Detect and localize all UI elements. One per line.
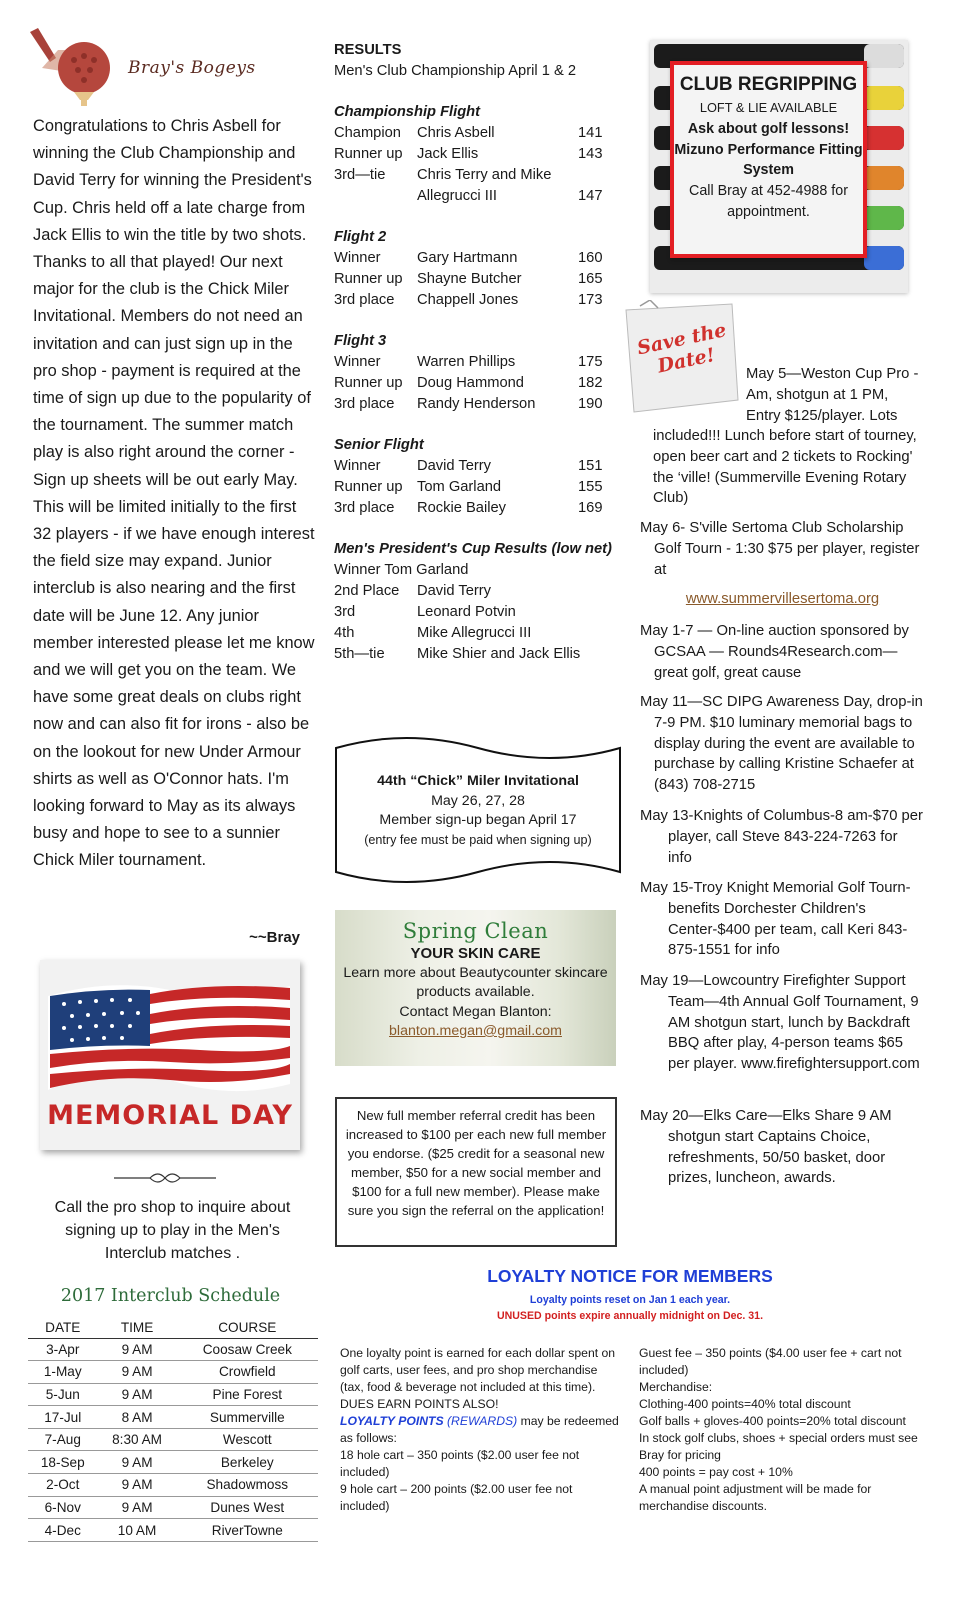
result-row (334, 498, 624, 519)
event-firefighter: May 19—Lowcountry Firefighter Support Team—4th Annual Golf Tournament, 9 AM shotgun start, lunch by Backdraft BBQ after play, 4-person teams $65 per player. www.firefightersupport.com (640, 973, 920, 1073)
score: 173 (578, 292, 603, 308)
brand-name: Bray's Bogeys (128, 58, 256, 78)
time-cell: 9 AM (98, 1338, 177, 1361)
intro-text: Congratulations to Chris Asbell for winning the Club Championship and David Terry for winning the President's Cup. Chris held off a late charge from Jack Ellis to win the title by two shots. Thanks to all that played! Our next major for the club is the Chick Miler Invitational. Members do not need an invitation and can just sign up in the pro shop - payment is required at the time of sign up due to the popularity of the tournament. The summer match play is also right around the corner - Sign up sheets will be out early May. This will be limited initially to the first 32 players - if we have enough interest the field size may expand. Junior interclub is also nearing and the first date will be June 12. Any junior member interested please let me know and we will get you on the team. We have some great deals on clubs right now and can also fit for irons - also be on the lookout for new Under Armour shirts as well as O'Connor hats. I'm looking forward to May as its always busy and hope to see to a sunnier Chick Miler tournament. (33, 117, 315, 870)
column-header: TIME (98, 1318, 177, 1338)
date-cell: 18-Sep (28, 1451, 98, 1474)
time-cell: 10 AM (98, 1519, 177, 1542)
time-cell: 9 AM (98, 1361, 177, 1384)
results-section (334, 40, 624, 665)
loyalty-points-label: LOYALTY POINTS (340, 1414, 444, 1428)
course-cell: RiverTowne (177, 1519, 318, 1542)
loyalty-title: LOYALTY NOTICE FOR MEMBERS (487, 1266, 773, 1286)
score: 147 (578, 188, 603, 204)
loyalty-reset-note: Loyalty points reset on Jan 1 each year. (529, 1294, 731, 1306)
place-label: Winner (334, 250, 381, 266)
result-row (334, 623, 624, 644)
loyalty-right-column (639, 1345, 924, 1515)
loyalty-rewards-paren: (REWARDS) (447, 1414, 518, 1428)
result-row (334, 477, 624, 498)
score: 169 (578, 500, 603, 516)
table-row (28, 1519, 318, 1542)
player-name: Leonard Potvin (417, 604, 516, 620)
date-cell: 5-Jun (28, 1383, 98, 1406)
loyalty-left-column (340, 1345, 620, 1515)
golf-ball-logo-icon (28, 28, 128, 108)
course-cell: Dunes West (177, 1496, 318, 1519)
flight-title: Championship Flight (334, 104, 481, 120)
time-cell: 9 AM (98, 1451, 177, 1474)
result-row (334, 373, 624, 394)
event-weston-cup: May 5—Weston Cup Pro -Am, shotgun at 1 PM, Entry $125/player. Lots (746, 366, 919, 424)
loyalty-item: 18 hole cart – 350 points ($2.00 user fee not included) (340, 1448, 580, 1479)
place-label: 3rd place (334, 396, 395, 412)
score: 155 (578, 479, 603, 495)
result-row (334, 581, 624, 602)
result-row (334, 248, 624, 269)
player-name: David Terry (417, 583, 492, 599)
loyalty-item: In stock golf clubs, shoes + special orders must see Bray for pricing (639, 1431, 918, 1462)
miler-fee-note: (entry fee must be paid when signing up) (364, 832, 592, 847)
score: 165 (578, 271, 603, 287)
place-label: Winner (334, 354, 381, 370)
save-the-date-text: Save the Date! (635, 319, 729, 378)
place-label: 5th—tie (334, 646, 385, 662)
score: 143 (578, 146, 603, 162)
loyalty-rewards-tail: may be redeemed as follows: (340, 1414, 619, 1445)
spring-title: Spring Clean (402, 919, 549, 943)
miler-invitational-banner (334, 734, 622, 884)
table-row (28, 1406, 318, 1429)
date-cell: 6-Nov (28, 1496, 98, 1519)
table-row (28, 1338, 318, 1361)
miler-signup: Member sign-up began April 17 (379, 812, 577, 828)
time-cell: 9 AM (98, 1474, 177, 1497)
interclub-note: Call the pro shop to inquire about signing up to play in the Men's Interclub matches . (54, 1199, 291, 1262)
place-label: 3rd place (334, 500, 395, 516)
table-row (28, 1451, 318, 1474)
date-cell: 17-Jul (28, 1406, 98, 1429)
player-name: Gary Hartmann (417, 250, 518, 266)
result-row (334, 123, 624, 144)
place-label: Winner (334, 458, 381, 474)
miler-title: 44th “Chick” Miler Invitational (377, 773, 579, 789)
place-label: Runner up (334, 375, 403, 391)
result-row (334, 456, 624, 477)
player-name: Mike Allegrucci III (417, 625, 532, 641)
place-label: 3rd (334, 604, 356, 620)
score: 151 (578, 458, 603, 474)
place-label: 3rd—tie (334, 167, 386, 183)
miler-dates: May 26, 27, 28 (431, 792, 525, 809)
place-label: Champion (334, 125, 401, 141)
table-row (28, 1474, 318, 1497)
spring-heading: YOUR SKIN CARE (410, 945, 541, 962)
flag-icon (40, 960, 300, 1100)
score: 160 (578, 250, 603, 266)
loyalty-item: Golf balls + gloves-400 points=20% total discount (639, 1414, 906, 1428)
sertoma-link[interactable]: www.summervillesertoma.org (685, 591, 880, 608)
time-cell: 9 AM (98, 1383, 177, 1406)
loyalty-item: 400 points = pay cost + 10% (639, 1465, 793, 1479)
spring-email-link[interactable]: blanton.megan@gmail.com (389, 1023, 562, 1039)
result-row (334, 644, 624, 665)
loyalty-expire-note: UNUSED points expire annually midnight on Dec. 31. (496, 1310, 764, 1322)
result-row (334, 269, 624, 290)
signoff: ~~Bray (249, 929, 300, 946)
event-dipg-awareness: May 11—SC DIPG Awareness Day, drop-in 7-9 PM. $10 luminary memorial bags to display during the event are available to purchase by calling Kristine Schaefer at (843) 708-2715 (640, 694, 923, 794)
memorial-day-text: MEMORIAL DAY (47, 1100, 293, 1131)
date-cell: 4-Dec (28, 1519, 98, 1542)
score: 190 (578, 396, 603, 412)
flight-title: Flight 2 (334, 229, 387, 245)
table-header-row (28, 1318, 318, 1338)
loyalty-item: Clothing-400 points=40% total discount (639, 1397, 851, 1411)
result-row (334, 602, 624, 623)
player-name: Jack Ellis (417, 146, 479, 162)
date-cell: 3-Apr (28, 1338, 98, 1361)
flight-title: Men's President's Cup Results (low net) (334, 541, 612, 557)
event-online-auction: May 1-7 — On-line auction sponsored by GCSAA — Rounds4Research.com— great golf, great cause (640, 623, 909, 681)
results-subtitle: Men's Club Championship April 1 & 2 (334, 63, 577, 79)
result-row (334, 352, 624, 373)
course-cell: Summerville (177, 1406, 318, 1429)
event-sertoma-text: May 6- S'ville Sertoma Club Scholarship Golf Tourn - 1:30 $75 per player, register at (640, 520, 920, 578)
intro-letter (33, 113, 315, 875)
referral-notice: New full member referral credit has been increased to $100 per each new full member you endorse. ($25 credit for a seasonal new member, $50 for a new social member and $100 for a full new member). Please make sure you sign the referral on the application! (335, 1097, 617, 1247)
event-weston-cup-details: included!!! Lunch before start of tourney, open beer cart and 2 tickets to Rocking' the ‘ville! (Summerville Evening Rotary Club) (653, 428, 917, 507)
result-row (334, 165, 624, 207)
player-name: Chris Terry and Mike Allegrucci III (417, 167, 552, 204)
table-row (28, 1428, 318, 1451)
place-label: 4th (334, 625, 355, 641)
loyalty-item: Guest fee – 350 points ($4.00 user fee + cart not included) (639, 1346, 902, 1377)
spring-line2: Contact Megan Blanton: (399, 1003, 552, 1020)
course-cell: Berkeley (177, 1451, 318, 1474)
time-cell: 8 AM (98, 1406, 177, 1429)
date-cell: 2-Oct (28, 1474, 98, 1497)
score: 182 (578, 375, 603, 391)
event-sertoma (640, 518, 925, 610)
event-elks: May 20—Elks Care—Elks Share 9 AM shotgun start Captains Choice, refreshments, 50/50 basket, door prizes, luncheon, awards. (640, 1108, 892, 1187)
result-row (334, 290, 624, 311)
results-title: RESULTS (334, 42, 402, 58)
ornament-divider-icon (110, 1168, 220, 1188)
player-name: Doug Hammond (417, 375, 524, 391)
course-cell: Wescott (177, 1428, 318, 1451)
player-name: David Terry (417, 458, 492, 474)
time-cell: 8:30 AM (98, 1428, 177, 1451)
player-name: Rockie Bailey (417, 500, 506, 516)
table-row (28, 1496, 318, 1519)
regripping-ad (670, 61, 867, 258)
player-name: Randy Henderson (417, 396, 536, 412)
regrip-title: CLUB REGRIPPING (679, 74, 858, 95)
save-the-date-note (620, 300, 742, 418)
place-label: Runner up (334, 271, 403, 287)
regrip-line2: Ask about golf lessons! (687, 120, 850, 137)
place-label: Winner Tom Garland (334, 562, 469, 578)
schedule-title: 2017 Interclub Schedule (60, 1286, 281, 1306)
table-row (28, 1383, 318, 1406)
place-label: 2nd Place (334, 583, 400, 599)
time-cell: 9 AM (98, 1496, 177, 1519)
course-cell: Pine Forest (177, 1383, 318, 1406)
result-row (334, 144, 624, 165)
interclub-schedule-table (28, 1318, 318, 1542)
date-cell: 7-Aug (28, 1428, 98, 1451)
player-name: Chris Asbell (417, 125, 495, 141)
event-troy-knight: May 15-Troy Knight Memorial Golf Tourn-benefits Dorchester Children's Center-$400 per team, call Keri 843-875-1551 for info (640, 880, 911, 959)
place-label: Runner up (334, 479, 403, 495)
course-cell: Coosaw Creek (177, 1338, 318, 1361)
result-row (334, 394, 624, 415)
loyalty-rewards-line (340, 1413, 620, 1447)
course-cell: Crowfield (177, 1361, 318, 1384)
player-name: Tom Garland (417, 479, 502, 495)
score: 175 (578, 354, 603, 370)
flight-title: Flight 3 (334, 333, 387, 349)
regrip-line4: Call Bray at 452-4988 for appointment. (689, 183, 848, 220)
flight-title: Senior Flight (334, 437, 424, 453)
player-name: Chappell Jones (417, 292, 519, 308)
result-row (334, 560, 624, 581)
table-row (28, 1361, 318, 1384)
brays-bogeys-logo (28, 28, 278, 108)
loyalty-item: A manual point adjustment will be made for merchandise discounts. (639, 1482, 872, 1513)
date-cell: 1-May (28, 1361, 98, 1384)
spring-clean-ad (335, 910, 616, 1066)
regrip-line3: Mizuno Performance Fitting System (674, 141, 863, 179)
memorial-day-image (40, 960, 300, 1150)
player-name: Mike Shier and Jack Ellis (417, 646, 581, 662)
loyalty-item: 9 hole cart – 200 points ($2.00 user fee not included) (340, 1482, 573, 1513)
course-cell: Shadowmoss (177, 1474, 318, 1497)
place-label: 3rd place (334, 292, 395, 308)
player-name: Warren Phillips (417, 354, 516, 370)
regrip-line1: LOFT & LIE AVAILABLE (699, 100, 838, 115)
column-header: DATE (28, 1318, 98, 1338)
score: 141 (578, 125, 603, 141)
place-label: Runner up (334, 146, 403, 162)
loyalty-item: Merchandise: (639, 1380, 713, 1394)
player-name: Shayne Butcher (417, 271, 522, 287)
loyalty-intro: One loyalty point is earned for each dollar spent on golf carts, user fees, and pro shop merchandise (tax, food & beverage not included at this time). DUES EARN POINTS ALSO! (340, 1346, 616, 1411)
spring-line1: Learn more about Beautycounter skincare products available. (343, 964, 608, 1000)
column-header: COURSE (177, 1318, 318, 1338)
event-knights-of-columbus: May 13-Knights of Columbus-8 am-$70 per player, call Steve 843-224-7263 for info (640, 808, 923, 866)
